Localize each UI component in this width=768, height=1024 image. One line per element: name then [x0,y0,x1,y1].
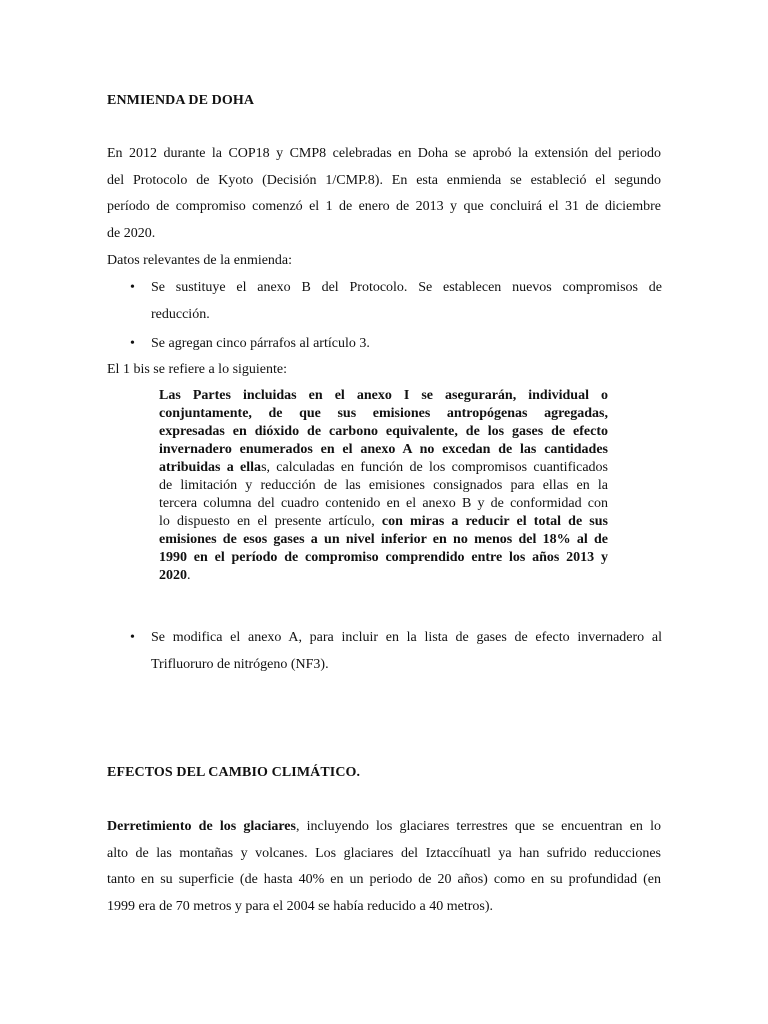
quote-line [159,531,608,549]
quote-line [159,441,608,459]
intro-paragraph [107,141,661,247]
quote-plain-text: . [187,568,191,583]
quote-line [159,405,608,423]
quote-bold-text: 2020 [159,568,187,583]
intro-line: de 2020. [107,225,156,241]
quote-bold-text: atribuidas a ella [159,460,262,475]
bullet-line: Se sustituye el anexo B del Protocolo. Se establecen nuevos compromisos de [151,280,662,295]
quote-bold-text: con miras a reducir el total de sus [381,514,608,529]
quote-line [159,549,608,567]
heading-enmienda-doha: ENMIENDA DE DOHA [107,93,255,108]
quote-plain-text: s, calculadas en función de los compromisos cuantificados [261,460,608,475]
bullet-dot-icon: • [130,336,135,351]
intro-line: En 2012 durante la COP18 y CMP8 celebradas en Doha se aprobó la extensión del periodo [107,146,661,161]
intro-line: del Protocolo de Kyoto (Decisión 1/CMP.8). En esta enmienda se estableció el segundo [107,172,661,188]
bullet-line: reducción. [151,306,210,322]
quote-plain-text: de limitación y reducción de las emisiones consignados para ellas en la [159,478,608,493]
glaciares-text: , incluyendo los glaciares terrestres que se encuentran en lo [295,819,661,834]
quote-line [159,387,608,405]
bullet-line: Trifluoruro de nitrógeno (NF3). [151,656,329,672]
quote-line [159,495,608,513]
glaciares-line: 1999 era de 70 metros y para el 2004 se había reducido a 40 metros). [107,898,494,914]
bullet-dot-icon: • [130,280,135,295]
glaciares-line: tanto en su superficie (de hasta 40% en un periodo de 20 años) como en su profundidad (en [107,872,661,887]
heading-efectos: EFECTOS DEL CAMBIO CLIMÁTICO. [107,765,361,780]
quote-bold-text: Las Partes incluidas en el anexo I se asegurarán, individual o [159,388,608,403]
datos-label: Datos relevantes de la enmienda: [107,253,293,268]
glaciares-line: alto de las montañas y volcanes. Los glaciares del Iztaccíhuatl ya han sufrido reducciones [107,845,661,861]
bullet-text [151,331,662,358]
quote-line [159,567,608,585]
quote-plain-text: lo dispuesto en el presente artículo, [159,514,382,529]
glaciares-paragraph [107,814,661,920]
quote-bold-text: expresadas en dióxido de carbono equivalente, de los gases de efecto [159,424,608,439]
block-quote [159,387,608,585]
bullet-text [151,275,662,328]
bullet-line: Se modifica el anexo A, para incluir en la lista de gases de efecto invernadero al [151,630,662,645]
quote-line [159,423,608,441]
intro-line: período de compromiso comenzó el 1 de enero de 2013 y que concluirá el 31 de diciembre [107,199,661,214]
glaciares-line [107,814,661,841]
quote-plain-text: tercera columna del cuadro contenido en el anexo B y de conformidad con [159,496,608,511]
quote-bold-text: emisiones de esos gases a un nivel inferior en no menos del 18% al de [159,532,608,547]
quote-bold-text: conjuntamente, de que sus emisiones antropógenas agregadas, [159,406,608,421]
quote-bold-text: invernadero enumerados en el anexo A no excedan de las cantidades [159,442,608,457]
bullet-dot-icon: • [130,630,135,645]
quote-line [159,513,608,531]
quote-bold-text: 1990 en el período de compromiso comprendido entre los años 2013 y [159,550,608,565]
glaciares-bold-lead: Derretimiento de los glaciares [107,819,296,834]
bullet-text [151,625,662,678]
bis-label: El 1 bis se refiere a lo siguiente: [107,362,287,377]
bullet-line: Se agregan cinco párrafos al artículo 3. [151,336,370,351]
quote-line [159,459,608,477]
quote-line [159,477,608,495]
